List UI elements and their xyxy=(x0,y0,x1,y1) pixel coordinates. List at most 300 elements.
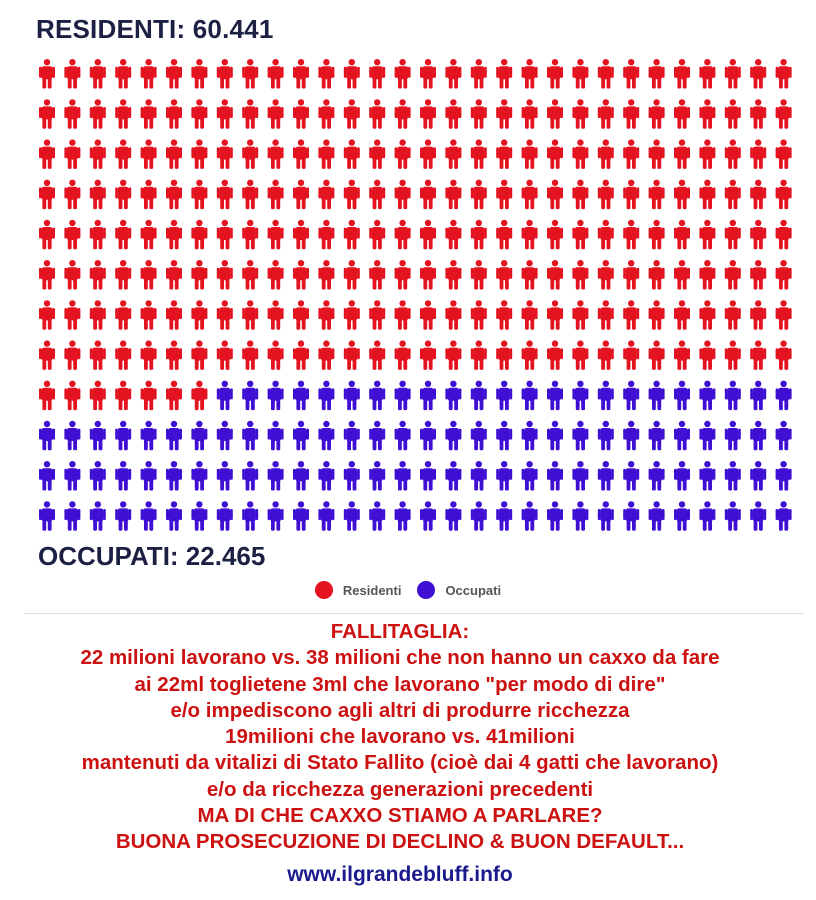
person-icon-residenti xyxy=(369,340,385,370)
person-icon-residenti xyxy=(344,99,360,128)
person-icon-residenti xyxy=(445,59,461,89)
person-icon-residenti xyxy=(750,300,766,330)
person-icon-occupati xyxy=(369,381,385,411)
person-icon-residenti xyxy=(471,220,487,250)
person-icon-occupati xyxy=(522,461,538,491)
person-icon-residenti xyxy=(141,300,157,330)
person-icon-occupati xyxy=(39,421,55,451)
person-icon-occupati xyxy=(318,381,334,411)
person-icon-residenti xyxy=(496,220,512,250)
person-icon-residenti xyxy=(191,180,207,210)
person-icon-occupati xyxy=(750,461,766,491)
person-icon-residenti xyxy=(496,59,512,89)
person-icon-occupati xyxy=(522,381,538,411)
person-icon-occupati xyxy=(699,381,715,411)
person-icon-occupati xyxy=(293,501,309,531)
person-icon-residenti xyxy=(750,220,766,250)
website-link[interactable]: www.ilgrandebluff.info xyxy=(287,863,513,886)
person-icon-residenti xyxy=(191,340,207,370)
person-icon-occupati xyxy=(445,501,461,531)
person-icon-residenti xyxy=(39,180,55,210)
person-icon-residenti xyxy=(699,99,715,128)
person-icon-residenti xyxy=(471,300,487,330)
person-icon-residenti xyxy=(699,220,715,250)
person-icon-residenti xyxy=(39,59,55,89)
person-icon-residenti xyxy=(141,220,157,250)
person-icon-residenti xyxy=(445,180,461,210)
person-icon-residenti xyxy=(217,340,233,370)
person-icon-residenti xyxy=(725,260,741,290)
person-icon-residenti xyxy=(64,300,80,330)
person-icon-residenti xyxy=(725,340,741,370)
person-icon-residenti xyxy=(598,260,614,290)
person-icon-occupati xyxy=(90,421,106,451)
person-icon-residenti xyxy=(395,139,411,168)
person-icon-occupati xyxy=(471,381,487,411)
person-icon-residenti xyxy=(191,381,207,411)
person-icon-residenti xyxy=(623,99,639,128)
person-icon-residenti xyxy=(191,260,207,290)
person-icon-residenti xyxy=(471,99,487,128)
person-icon-residenti xyxy=(115,180,131,210)
person-icon-occupati xyxy=(420,381,436,411)
person-icon-residenti xyxy=(39,220,55,250)
person-icon-residenti xyxy=(242,300,258,330)
person-icon-occupati xyxy=(420,501,436,531)
person-icon-residenti xyxy=(471,340,487,370)
person-icon-residenti xyxy=(318,99,334,128)
person-icon-residenti xyxy=(776,180,792,210)
person-icon-residenti xyxy=(699,59,715,89)
person-icon-residenti xyxy=(395,260,411,290)
person-icon-residenti xyxy=(115,340,131,370)
person-icon-occupati xyxy=(547,381,563,411)
person-icon-residenti xyxy=(547,340,563,370)
person-icon-residenti xyxy=(344,220,360,250)
person-icon-occupati xyxy=(598,461,614,491)
person-icon-residenti xyxy=(750,59,766,89)
person-icon-residenti xyxy=(344,180,360,210)
person-icon-residenti xyxy=(547,300,563,330)
commentary-line: 22 milioni lavorano vs. 38 milioni che non hanno un caxxo da fare xyxy=(80,646,720,670)
person-icon-residenti xyxy=(191,139,207,168)
person-icon-residenti xyxy=(776,99,792,128)
legend-label-occupati: Occupati xyxy=(445,582,502,598)
commentary-line: BUONA PROSECUZIONE DI DECLINO & BUON DEFAULT... xyxy=(115,830,685,854)
person-icon-residenti xyxy=(115,99,131,128)
person-icon-occupati xyxy=(649,461,665,491)
person-icon-residenti xyxy=(649,340,665,370)
person-icon-residenti xyxy=(39,99,55,128)
person-icon-residenti xyxy=(445,139,461,168)
person-icon-occupati xyxy=(776,461,792,491)
commentary-line: mantenuti da vitalizi di Stato Fallito (cioè dai 4 gatti che lavorano) xyxy=(81,751,719,775)
person-icon-residenti xyxy=(623,340,639,370)
person-icon-residenti xyxy=(293,59,309,89)
person-icon-occupati xyxy=(268,381,284,411)
person-icon-occupati xyxy=(674,421,690,451)
person-icon-occupati xyxy=(90,461,106,491)
person-icon-occupati xyxy=(496,501,512,531)
person-icon-residenti xyxy=(268,220,284,250)
person-icon-residenti xyxy=(420,139,436,168)
person-icon-occupati xyxy=(242,501,258,531)
employed-title: OCCUPATI: 22.465 xyxy=(38,541,266,571)
person-icon-occupati xyxy=(496,421,512,451)
person-icon-occupati xyxy=(64,461,80,491)
person-icon-occupati xyxy=(547,421,563,451)
person-icon-residenti xyxy=(572,220,588,250)
person-icon-residenti xyxy=(445,340,461,370)
person-icon-residenti xyxy=(674,340,690,370)
person-icon-residenti xyxy=(115,139,131,168)
person-icon-occupati xyxy=(623,421,639,451)
person-icon-residenti xyxy=(166,340,182,370)
person-icon-residenti xyxy=(395,180,411,210)
person-icon-residenti xyxy=(649,99,665,128)
person-icon-occupati xyxy=(268,461,284,491)
person-icon-residenti xyxy=(318,300,334,330)
person-icon-residenti xyxy=(39,139,55,168)
person-icon-residenti xyxy=(598,139,614,168)
person-icon-occupati xyxy=(547,461,563,491)
person-icon-residenti xyxy=(268,340,284,370)
person-icon-residenti xyxy=(623,139,639,168)
person-icon-residenti xyxy=(369,300,385,330)
person-icon-residenti xyxy=(699,139,715,168)
person-icon-occupati xyxy=(115,421,131,451)
person-icon-occupati xyxy=(699,501,715,531)
person-icon-occupati xyxy=(471,461,487,491)
person-icon-residenti xyxy=(90,220,106,250)
commentary-line: e/o da ricchezza generazioni precedenti xyxy=(206,777,594,801)
person-icon-residenti xyxy=(674,220,690,250)
person-icon-residenti xyxy=(547,139,563,168)
person-icon-residenti xyxy=(598,59,614,89)
person-icon-occupati xyxy=(242,421,258,451)
person-icon-residenti xyxy=(496,340,512,370)
person-icon-residenti xyxy=(166,59,182,89)
person-icon-residenti xyxy=(90,340,106,370)
person-icon-residenti xyxy=(141,99,157,128)
person-icon-residenti xyxy=(318,340,334,370)
person-icon-occupati xyxy=(674,461,690,491)
person-icon-residenti xyxy=(496,139,512,168)
person-icon-occupati xyxy=(445,461,461,491)
person-icon-occupati xyxy=(141,461,157,491)
person-icon-residenti xyxy=(369,59,385,89)
person-icon-residenti xyxy=(725,180,741,210)
legend-label-residenti: Residenti xyxy=(342,582,402,598)
person-icon-residenti xyxy=(217,180,233,210)
person-icon-residenti xyxy=(39,300,55,330)
person-icon-occupati xyxy=(699,461,715,491)
person-icon-residenti xyxy=(471,139,487,168)
person-icon-occupati xyxy=(445,421,461,451)
person-icon-occupati xyxy=(572,501,588,531)
person-icon-occupati xyxy=(166,461,182,491)
person-icon-residenti xyxy=(115,220,131,250)
person-icon-residenti xyxy=(141,139,157,168)
person-icon-residenti xyxy=(572,99,588,128)
person-icon-residenti xyxy=(318,59,334,89)
person-icon-residenti xyxy=(115,381,131,411)
person-icon-occupati xyxy=(344,381,360,411)
person-icon-occupati xyxy=(598,381,614,411)
person-icon-residenti xyxy=(598,300,614,330)
person-icon-residenti xyxy=(725,300,741,330)
person-icon-residenti xyxy=(674,180,690,210)
commentary-line: FALLITAGLIA: xyxy=(330,620,470,643)
person-icon-residenti xyxy=(623,220,639,250)
person-icon-residenti xyxy=(496,180,512,210)
person-icon-residenti xyxy=(64,340,80,370)
person-icon-residenti xyxy=(166,180,182,210)
person-icon-residenti xyxy=(776,220,792,250)
person-icon-residenti xyxy=(217,260,233,290)
person-icon-occupati xyxy=(268,421,284,451)
person-icon-residenti xyxy=(776,300,792,330)
person-icon-residenti xyxy=(64,220,80,250)
person-icon-residenti xyxy=(674,139,690,168)
person-icon-residenti xyxy=(344,340,360,370)
person-icon-residenti xyxy=(141,381,157,411)
legend-swatch-occupati xyxy=(417,581,435,599)
person-icon-residenti xyxy=(420,99,436,128)
person-icon-occupati xyxy=(166,421,182,451)
person-icon-residenti xyxy=(166,220,182,250)
person-icon-residenti xyxy=(471,59,487,89)
person-icon-residenti xyxy=(90,180,106,210)
person-icon-residenti xyxy=(166,381,182,411)
person-icon-residenti xyxy=(64,381,80,411)
person-icon-residenti xyxy=(242,180,258,210)
person-icon-residenti xyxy=(39,381,55,411)
commentary-line: e/o impediscono agli altri di produrre ricchezza xyxy=(170,698,630,722)
person-icon-residenti xyxy=(191,59,207,89)
person-icon-occupati xyxy=(39,461,55,491)
person-icon-occupati xyxy=(115,461,131,491)
person-icon-residenti xyxy=(268,99,284,128)
person-icon-occupati xyxy=(191,501,207,531)
person-icon-residenti xyxy=(369,139,385,168)
person-icon-residenti xyxy=(318,220,334,250)
person-icon-residenti xyxy=(750,180,766,210)
person-icon-residenti xyxy=(623,180,639,210)
person-icon-residenti xyxy=(674,59,690,89)
person-icon-residenti xyxy=(344,300,360,330)
person-icon-residenti xyxy=(445,300,461,330)
person-icon-occupati xyxy=(64,501,80,531)
person-icon-residenti xyxy=(293,340,309,370)
person-icon-occupati xyxy=(445,381,461,411)
person-icon-residenti xyxy=(674,99,690,128)
person-icon-residenti xyxy=(649,59,665,89)
person-icon-residenti xyxy=(649,300,665,330)
person-icon-residenti xyxy=(90,139,106,168)
person-icon-residenti xyxy=(217,59,233,89)
person-icon-occupati xyxy=(496,461,512,491)
person-icon-residenti xyxy=(217,300,233,330)
person-icon-residenti xyxy=(522,220,538,250)
person-icon-residenti xyxy=(420,260,436,290)
person-icon-occupati xyxy=(395,421,411,451)
person-icon-occupati xyxy=(674,381,690,411)
person-icon-occupati xyxy=(623,501,639,531)
person-icon-residenti xyxy=(115,300,131,330)
person-icon-residenti xyxy=(623,300,639,330)
person-icon-occupati xyxy=(217,461,233,491)
person-icon-occupati xyxy=(369,421,385,451)
person-icon-residenti xyxy=(420,300,436,330)
person-icon-occupati xyxy=(699,421,715,451)
person-icon-residenti xyxy=(166,99,182,128)
person-icon-residenti xyxy=(572,260,588,290)
person-icon-residenti xyxy=(242,59,258,89)
person-icon-residenti xyxy=(344,260,360,290)
person-icon-occupati xyxy=(547,501,563,531)
person-icon-residenti xyxy=(649,220,665,250)
person-icon-occupati xyxy=(725,501,741,531)
person-icon-occupati xyxy=(344,421,360,451)
person-icon-residenti xyxy=(268,300,284,330)
person-icon-occupati xyxy=(293,421,309,451)
person-icon-residenti xyxy=(293,99,309,128)
person-icon-residenti xyxy=(395,300,411,330)
person-icon-residenti xyxy=(395,59,411,89)
person-icon-residenti xyxy=(674,300,690,330)
person-icon-residenti xyxy=(649,180,665,210)
person-icon-residenti xyxy=(293,300,309,330)
legend-swatch-residenti xyxy=(315,581,333,599)
person-icon-residenti xyxy=(268,59,284,89)
person-icon-occupati xyxy=(64,421,80,451)
person-icon-occupati xyxy=(522,421,538,451)
legend-item-occupati xyxy=(417,581,501,599)
person-icon-residenti xyxy=(496,260,512,290)
person-icon-residenti xyxy=(623,260,639,290)
person-icon-residenti xyxy=(496,99,512,128)
person-icon-occupati xyxy=(395,461,411,491)
legend-item-residenti xyxy=(315,581,402,599)
person-icon-occupati xyxy=(344,461,360,491)
person-icon-residenti xyxy=(598,340,614,370)
person-icon-occupati xyxy=(649,501,665,531)
person-icon-residenti xyxy=(191,300,207,330)
person-icon-residenti xyxy=(64,139,80,168)
person-icon-residenti xyxy=(90,59,106,89)
commentary-text xyxy=(0,619,800,856)
person-icon-residenti xyxy=(318,139,334,168)
person-icon-residenti xyxy=(344,59,360,89)
person-icon-residenti xyxy=(750,260,766,290)
person-icon-residenti xyxy=(141,180,157,210)
person-icon-occupati xyxy=(598,421,614,451)
person-icon-residenti xyxy=(191,99,207,128)
person-icon-residenti xyxy=(522,300,538,330)
person-icon-residenti xyxy=(191,220,207,250)
person-icon-residenti xyxy=(293,139,309,168)
person-icon-residenti xyxy=(471,180,487,210)
person-icon-residenti xyxy=(90,300,106,330)
person-icon-occupati xyxy=(598,501,614,531)
person-icon-residenti xyxy=(598,180,614,210)
person-icon-residenti xyxy=(522,340,538,370)
person-icon-residenti xyxy=(90,99,106,128)
residents-title: RESIDENTI: 60.441 xyxy=(36,14,274,44)
person-icon-residenti xyxy=(598,220,614,250)
person-icon-occupati xyxy=(242,461,258,491)
person-icon-occupati xyxy=(572,421,588,451)
person-icon-residenti xyxy=(115,59,131,89)
person-icon-occupati xyxy=(674,501,690,531)
person-icon-residenti xyxy=(64,59,80,89)
person-icon-occupati xyxy=(623,461,639,491)
person-icon-occupati xyxy=(471,501,487,531)
divider xyxy=(24,613,804,614)
person-icon-residenti xyxy=(547,99,563,128)
person-icon-residenti xyxy=(725,220,741,250)
person-icon-occupati xyxy=(141,501,157,531)
person-icon-residenti xyxy=(725,59,741,89)
person-icon-occupati xyxy=(166,501,182,531)
person-icon-residenti xyxy=(649,139,665,168)
person-icon-occupati xyxy=(420,461,436,491)
person-icon-residenti xyxy=(141,340,157,370)
person-icon-residenti xyxy=(166,300,182,330)
person-icon-occupati xyxy=(141,421,157,451)
person-icon-occupati xyxy=(344,501,360,531)
person-icon-residenti xyxy=(242,139,258,168)
person-icon-residenti xyxy=(166,260,182,290)
person-icon-residenti xyxy=(598,99,614,128)
person-icon-residenti xyxy=(547,180,563,210)
person-icon-occupati xyxy=(293,381,309,411)
person-icon-residenti xyxy=(141,260,157,290)
person-icon-residenti xyxy=(750,139,766,168)
person-icon-residenti xyxy=(344,139,360,168)
person-icon-occupati xyxy=(191,461,207,491)
person-icon-occupati xyxy=(776,421,792,451)
person-icon-residenti xyxy=(699,260,715,290)
person-icon-residenti xyxy=(750,99,766,128)
person-icon-residenti xyxy=(39,260,55,290)
person-icon-residenti xyxy=(64,180,80,210)
commentary-line: ai 22ml toglietene 3ml che lavorano "per modo di dire" xyxy=(134,672,666,696)
person-icon-residenti xyxy=(395,220,411,250)
person-icon-occupati xyxy=(395,501,411,531)
person-icon-occupati xyxy=(572,461,588,491)
person-icon-residenti xyxy=(445,260,461,290)
person-icon-residenti xyxy=(750,340,766,370)
person-icon-residenti xyxy=(649,260,665,290)
person-icon-residenti xyxy=(90,260,106,290)
person-icon-residenti xyxy=(572,139,588,168)
person-icon-occupati xyxy=(649,421,665,451)
person-icon-residenti xyxy=(369,220,385,250)
person-icon-occupati xyxy=(318,421,334,451)
person-icon-residenti xyxy=(420,340,436,370)
commentary-line: MA DI CHE CAXXO STIAMO A PARLARE? xyxy=(197,804,603,828)
person-icon-occupati xyxy=(776,501,792,531)
person-icon-occupati xyxy=(750,381,766,411)
person-icon-residenti xyxy=(547,59,563,89)
person-icon-occupati xyxy=(217,501,233,531)
person-icon-residenti xyxy=(776,340,792,370)
person-icon-residenti xyxy=(522,139,538,168)
person-icon-residenti xyxy=(572,59,588,89)
person-icon-occupati xyxy=(649,381,665,411)
